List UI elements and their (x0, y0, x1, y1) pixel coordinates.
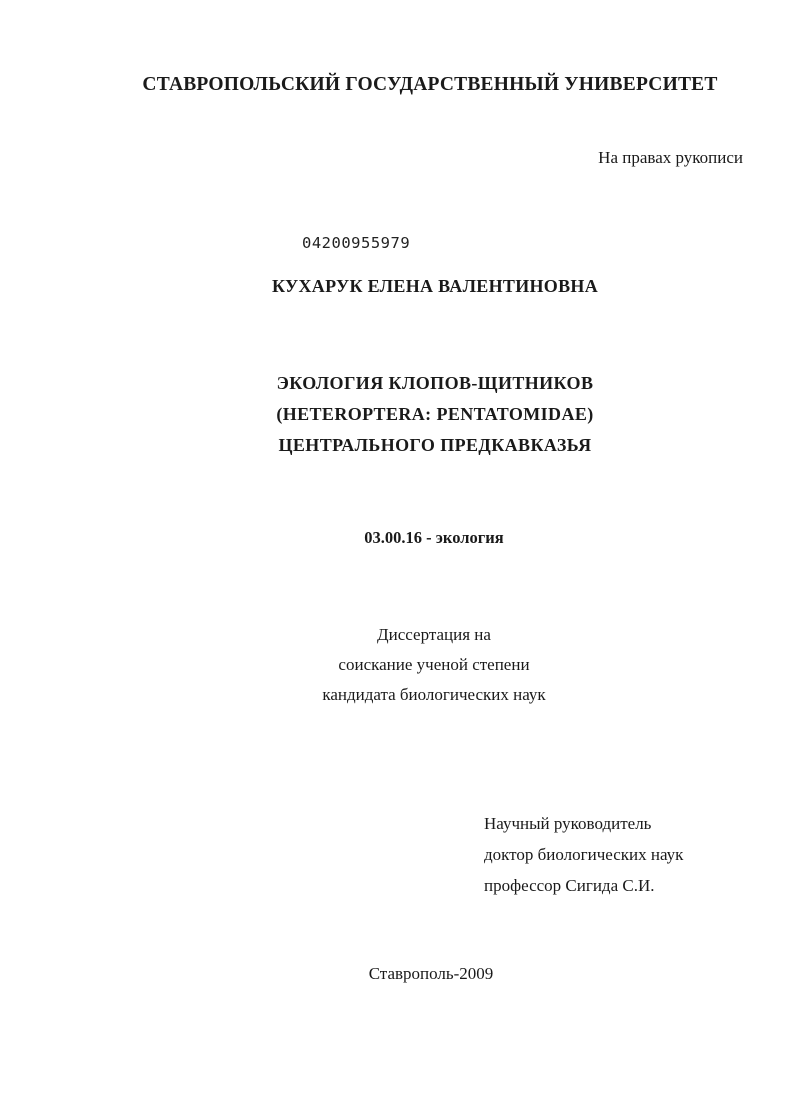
supervisor-line-1: Научный руководитель (484, 814, 652, 833)
supervisor-line-3: профессор Сигида С.И. (484, 876, 655, 895)
supervisor-info (484, 808, 683, 901)
degree-line-1: Диссертация на (377, 625, 491, 644)
university-name: СТАВРОПОЛЬСКИЙ ГОСУДАРСТВЕННЫЙ УНИВЕРСИТЕТ (142, 74, 718, 95)
title-line-3: ЦЕНТРАЛЬНОГО ПРЕДКАВКАЗЬЯ (278, 435, 592, 455)
degree-line-2: соискание ученой степени (338, 655, 530, 674)
manuscript-rights-note: На правах рукописи (598, 148, 743, 167)
dissertation-title (0, 368, 795, 461)
city-year: Ставрополь-2009 (368, 964, 494, 983)
specialty-code: 03.00.16 - экология (364, 528, 504, 547)
degree-line-3: кандидата биологических наук (322, 685, 546, 704)
author-name: КУХАРУК ЕЛЕНА ВАЛЕНТИНОВНА (272, 276, 598, 296)
title-line-1: ЭКОЛОГИЯ КЛОПОВ-ЩИТНИКОВ (276, 373, 594, 393)
degree-description (0, 620, 795, 710)
supervisor-line-2: доктор биологических наук (484, 845, 684, 864)
registration-number: 04200955979 (302, 234, 411, 252)
title-line-2: (HETEROPTERA: PENTATOMIDAE) (276, 404, 594, 424)
